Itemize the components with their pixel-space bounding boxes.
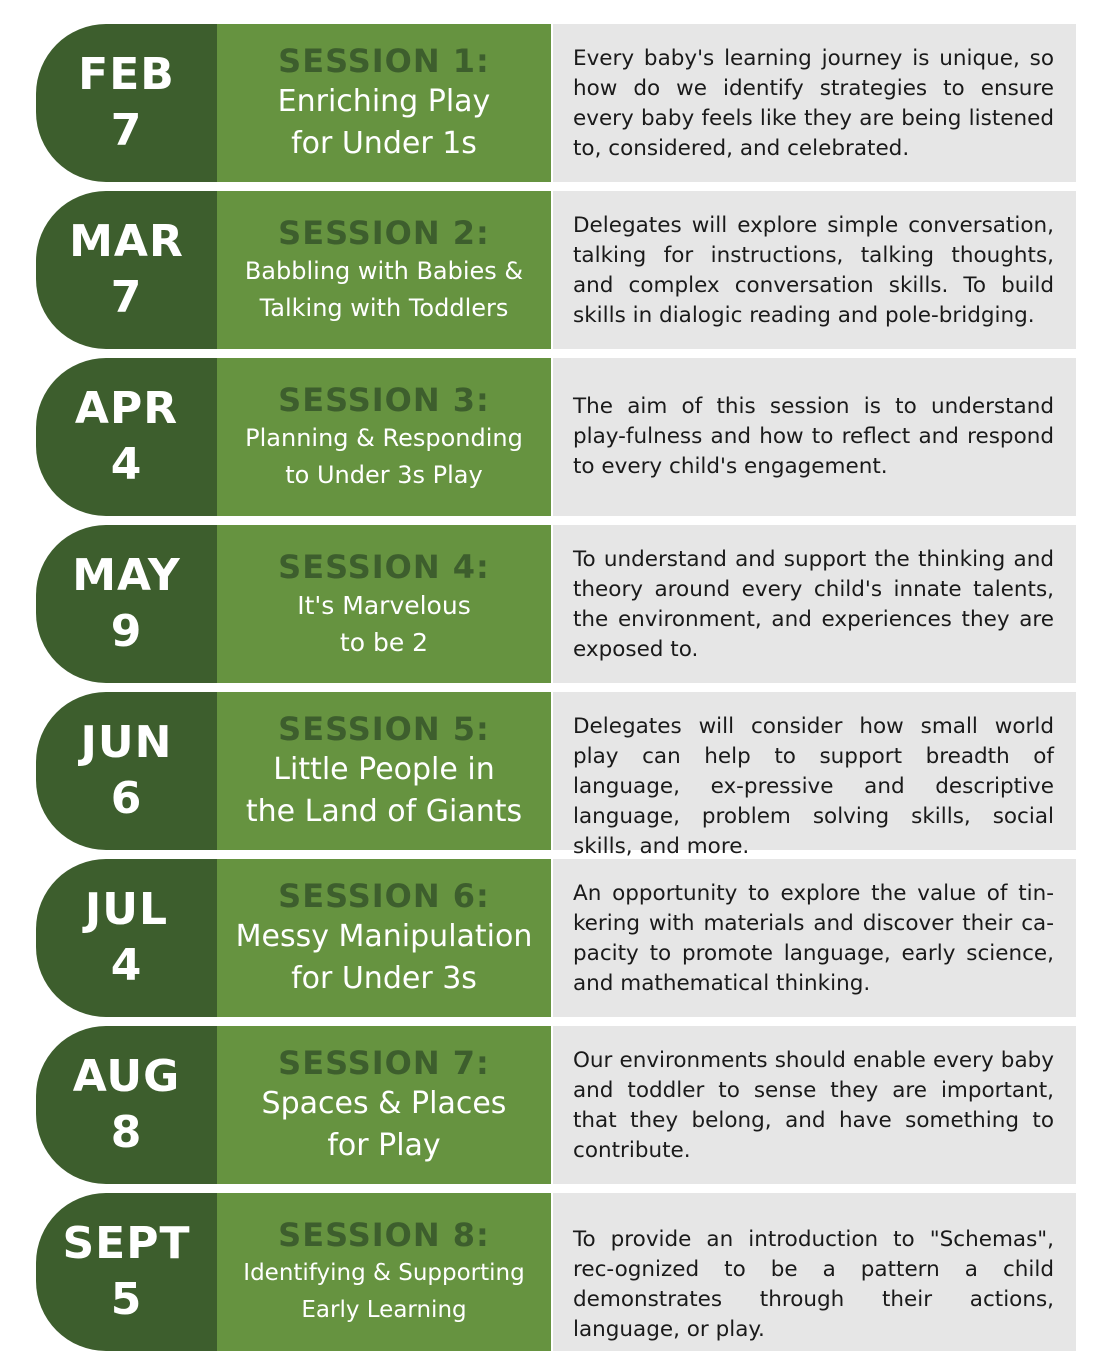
session-description-block — [553, 191, 1076, 349]
session-title-block — [217, 24, 551, 182]
session-title-line: Babbling with Babies & — [244, 257, 524, 285]
session-title-block — [217, 859, 551, 1017]
session-title-block — [217, 1026, 551, 1184]
session-row — [36, 692, 1076, 859]
session-label: SESSION 2: — [278, 214, 490, 252]
session-date — [36, 859, 217, 1017]
session-description: To provide an introduction to "Schemas", rec-ognized to be a pattern a child demonstrates through their actions, language, or play. — [573, 1227, 1054, 1342]
session-date — [36, 1193, 217, 1351]
session-title-line: for Under 1s — [291, 126, 477, 161]
session-label: SESSION 8: — [278, 1216, 490, 1254]
session-month: MAY — [72, 550, 181, 601]
session-title-line: Talking with Toddlers — [259, 294, 509, 322]
session-day: 5 — [110, 1274, 143, 1325]
session-label: SESSION 7: — [278, 1044, 490, 1082]
session-row — [36, 859, 1076, 1017]
session-date — [36, 358, 217, 516]
session-month: JUN — [80, 717, 173, 768]
session-description-block — [553, 525, 1076, 683]
session-description-block — [553, 859, 1076, 1017]
session-label: SESSION 3: — [278, 381, 490, 419]
session-description-block — [553, 24, 1076, 182]
session-date — [36, 692, 217, 850]
session-description: Delegates will explore simple conversation, talking for instructions, talking thoughts, and complex conversation skills. To build skills in dialogic reading and pole-bridging. — [573, 213, 1054, 328]
session-month: AUG — [72, 1051, 181, 1102]
session-title-line: to be 2 — [339, 628, 429, 657]
session-row — [36, 1193, 1076, 1351]
session-description-block — [553, 358, 1076, 516]
session-title-line: Spaces & Places — [261, 1086, 507, 1121]
session-row — [36, 1026, 1076, 1184]
session-title-line: for Play — [327, 1128, 441, 1163]
session-title-line: Identifying & Supporting — [243, 1260, 525, 1286]
session-title-block — [217, 358, 551, 516]
session-month: FEB — [78, 49, 175, 100]
session-month: MAR — [69, 216, 184, 267]
session-day: 9 — [110, 606, 143, 657]
session-title-block — [217, 525, 551, 683]
session-row — [36, 24, 1076, 182]
session-date — [36, 24, 217, 182]
session-title-line: Little People in — [273, 752, 495, 787]
session-day: 4 — [110, 940, 143, 991]
session-label: SESSION 1: — [278, 42, 490, 80]
session-month: SEPT — [62, 1218, 191, 1269]
session-title-block — [217, 692, 551, 850]
session-description: The aim of this session is to understand play-fulness and how to reflect and respond to every child's engagement. — [573, 394, 1054, 479]
session-title-line: for Under 3s — [291, 961, 477, 996]
session-row — [36, 191, 1076, 349]
session-date — [36, 191, 217, 349]
session-description: Delegates will consider how small world play can help to support breadth of language, ex-pressive and descriptive language, problem solving skills, social skills, and more. — [573, 714, 1054, 859]
session-month: JUL — [84, 884, 169, 935]
session-title-line: the Land of Giants — [245, 794, 523, 829]
session-label: SESSION 4: — [278, 548, 490, 586]
session-description-block — [553, 1193, 1076, 1351]
session-month: APR — [74, 383, 179, 434]
session-title-line: It's Marvelous — [297, 591, 471, 620]
session-title-line: Enriching Play — [277, 84, 491, 119]
session-title-block — [217, 191, 551, 349]
session-day: 6 — [110, 773, 143, 824]
session-description: Our environments should enable every baby and toddler to sense they are important, that they belong, and have something to contribute. — [573, 1048, 1054, 1163]
session-title-line: to Under 3s Play — [285, 461, 483, 489]
session-title-line: Early Learning — [301, 1297, 467, 1323]
session-row — [36, 358, 1076, 516]
session-title-line: Messy Manipulation — [235, 919, 533, 954]
session-description-block — [553, 692, 1076, 859]
session-description: To understand and support the thinking and theory around every child's innate talents, the environment, and experiences they are exposed to. — [573, 547, 1054, 662]
session-schedule — [36, 24, 1076, 1360]
session-title-line: Planning & Responding — [245, 424, 523, 452]
session-description-block — [553, 1026, 1076, 1184]
session-day: 8 — [110, 1107, 143, 1158]
session-description: Every baby's learning journey is unique, so how do we identify strategies to ensure every baby feels like they are being listened to, considered, and celebrated. — [573, 46, 1054, 161]
session-day: 7 — [110, 272, 143, 323]
session-day: 4 — [110, 439, 143, 490]
session-title-block — [217, 1193, 551, 1351]
session-day: 7 — [110, 105, 143, 156]
session-row — [36, 525, 1076, 683]
session-label: SESSION 5: — [278, 710, 490, 748]
session-date — [36, 525, 217, 683]
session-date — [36, 1026, 217, 1184]
session-label: SESSION 6: — [278, 877, 490, 915]
session-description: An opportunity to explore the value of tin-kering with materials and discover their ca-pacity to promote language, early science, and mathematical thinking. — [573, 881, 1054, 996]
